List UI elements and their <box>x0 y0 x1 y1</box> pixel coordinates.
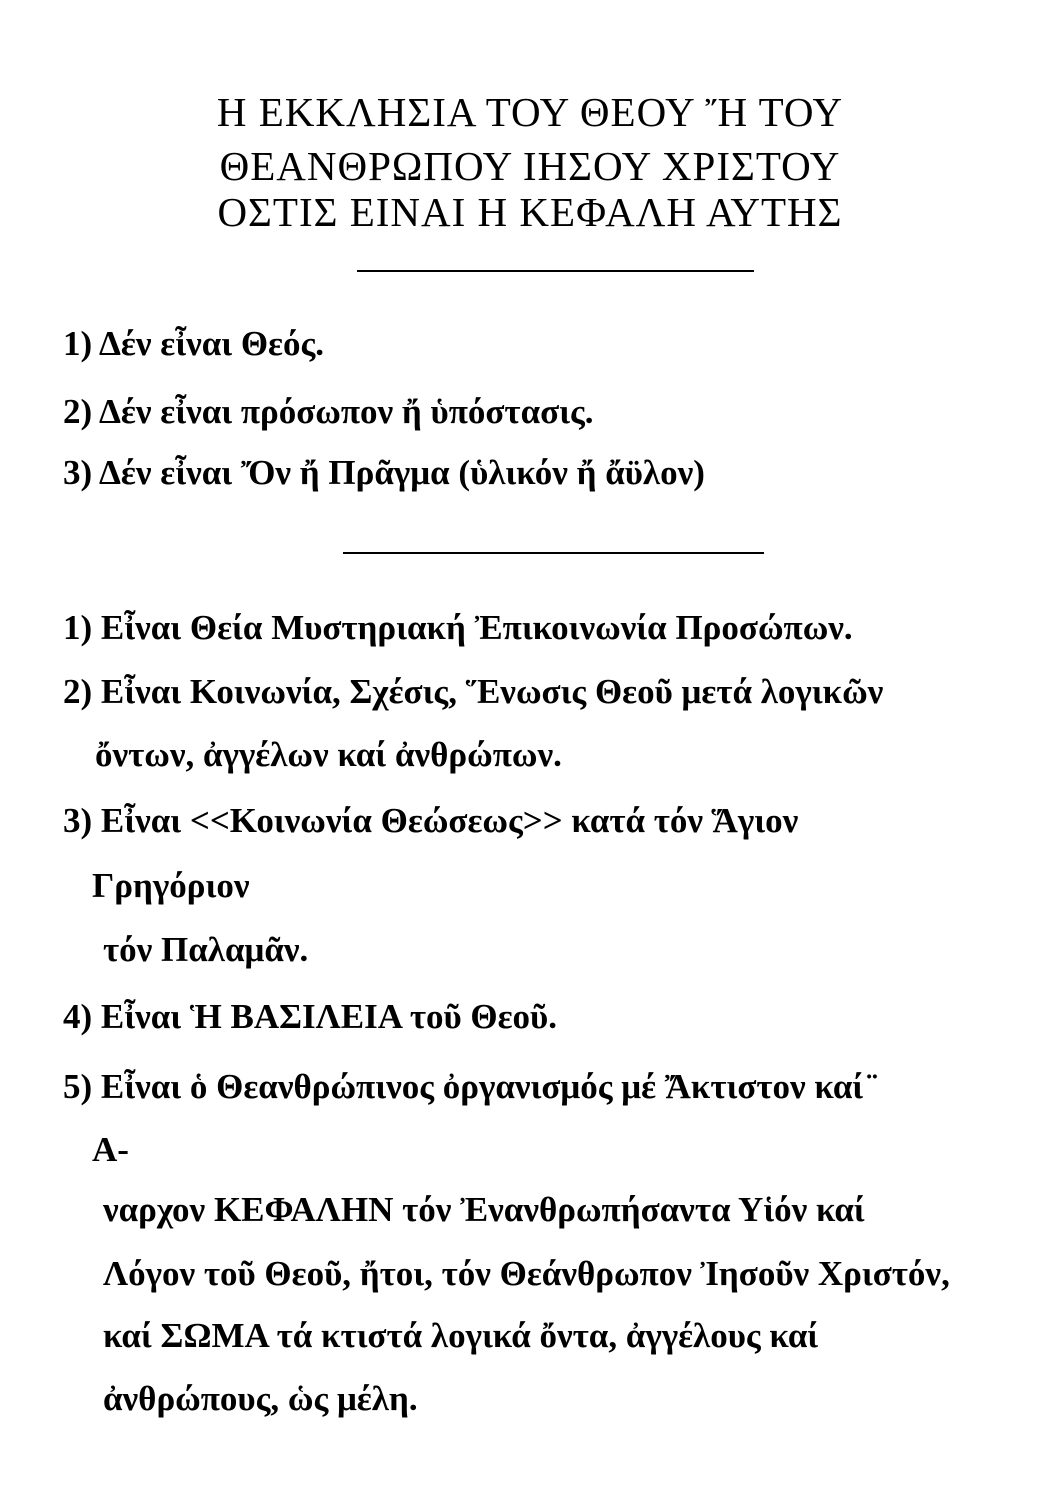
negation-item-2: 2) Δέν εἶναι πρόσωπον ἤ ὑπόστασις. <box>63 392 594 431</box>
affirmation-item-5-continued-3: καί ΣΩΜΑ τά κτιστά λογικά ὄντα, ἀγγέλους καί <box>103 1316 819 1355</box>
affirmation-item-5-continued-2: Λόγον τοῦ Θεοῦ, ἤτοι, τόν Θεάνθρωπον Ἰησοῦν Χριστόν, <box>103 1254 950 1293</box>
title-line-3: ΟΣΤΙΣ ΕΙΝΑΙ Η ΚΕΦΑΛΗ ΑΥΤΗΣ <box>217 189 843 235</box>
affirmation-item-3: 3) Εἶναι <<Κοινωνία Θεώσεως>> κατά τόν Ἅγιον <box>63 801 799 840</box>
title-line-2: ΘΕΑΝΘΡΩΠΟΥ ΙΗΣΟΥ ΧΡΙΣΤΟΥ <box>219 143 841 189</box>
negation-item-1: 1) Δέν εἶναι Θεός. <box>63 324 325 363</box>
affirmation-item-4: 4) Εἶναι Ἡ ΒΑΣΙΛΕΙΑ τοῦ Θεοῦ. <box>63 997 557 1036</box>
affirmation-item-5-continued-1: ναρχον ΚΕΦΑΛΗΝ τόν Ἐνανθρωπήσαντα Υἱόν καί <box>103 1190 865 1229</box>
affirmation-item-5-hyphenation: Α- <box>92 1130 129 1169</box>
affirmation-item-3-continued-2: τόν Παλαμᾶν. <box>103 930 309 969</box>
title-line-1: Η ΕΚΚΛΗΣΙΑ ΤΟΥ ΘΕΟΥ Ἤ ΤΟΥ <box>216 89 844 135</box>
affirmation-item-5-continued-4: ἀνθρώπους, ὡς μέλη. <box>103 1379 418 1418</box>
affirmation-item-2-continued: ὄντων, ἀγγέλων καί ἀνθρώπων. <box>95 735 562 774</box>
negation-item-3: 3) Δέν εἶναι Ὄν ἤ Πρᾶγμα (ὑλικόν ἤ ἄϋλον) <box>63 453 705 492</box>
divider-rule-top <box>357 270 754 272</box>
affirmation-item-2: 2) Εἶναι Κοινωνία, Σχέσις, Ἕνωσις Θεοῦ μετά λογικῶν <box>63 672 884 711</box>
affirmation-item-5: 5) Εἶναι ὁ Θεανθρώπινος ὀργανισμός μέ Ἄκτιστον καί ̈ <box>63 1067 872 1106</box>
affirmation-item-3-continued: Γρηγόριον <box>92 866 250 905</box>
divider-rule-middle <box>343 552 764 554</box>
affirmation-item-1: 1) Εἶναι Θεία Μυστηριακή Ἐπικοινωνία Προσώπων. <box>63 608 853 647</box>
